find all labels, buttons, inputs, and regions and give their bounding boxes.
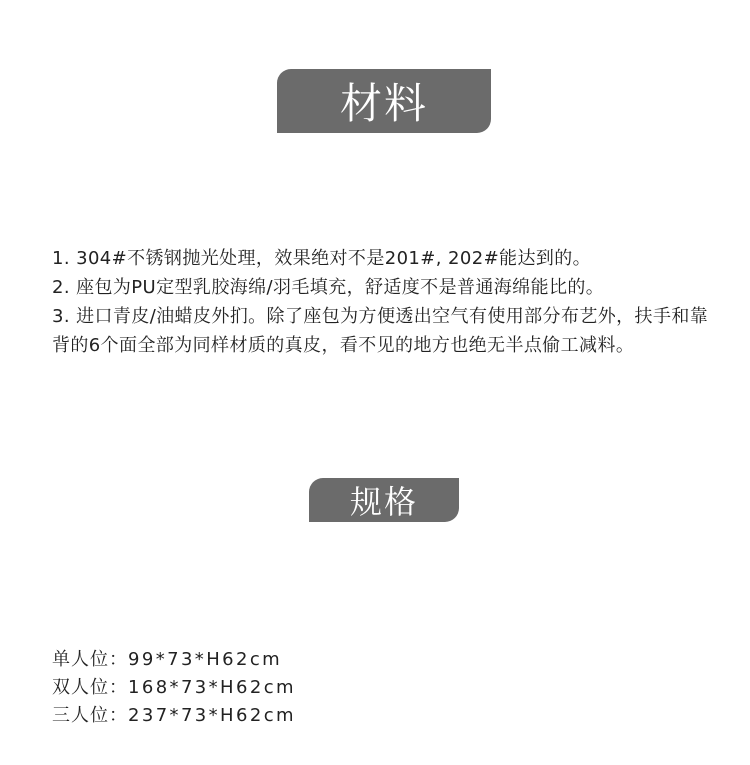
spec-row-triple-seat: [52, 702, 452, 730]
spec-value: 99*73*H62cm: [128, 649, 283, 670]
spec-label: 双人位：: [52, 677, 128, 698]
specs-title-text: 规格: [349, 483, 418, 521]
specs-section-title: [309, 478, 459, 522]
materials-item-3: 3. 进口青皮/油蜡皮外扪。除了座包为方便透出空气有使用部分布艺外，扶手和靠背的6个面全部为同样材质的真皮，看不见的地方也绝无半点偷工减料。: [52, 306, 709, 356]
spec-row-single-seat: [52, 646, 452, 674]
spec-label: 三人位：: [52, 705, 128, 726]
materials-description: [52, 244, 712, 360]
spec-label: 单人位：: [52, 649, 128, 670]
spec-row-double-seat: [52, 674, 452, 702]
materials-item-2: 2. 座包为PU定型乳胶海绵/羽毛填充，舒适度不是普通海绵能比的。: [52, 277, 605, 298]
spec-value: 237*73*H62cm: [128, 705, 296, 726]
materials-title-text: 材料: [339, 79, 428, 128]
spec-value: 168*73*H62cm: [128, 677, 296, 698]
specs-list: [52, 646, 452, 730]
materials-section-title: [277, 69, 491, 133]
materials-item-1: 1. 304#不锈钢抛光处理，效果绝对不是201#, 202#能达到的。: [52, 248, 592, 269]
